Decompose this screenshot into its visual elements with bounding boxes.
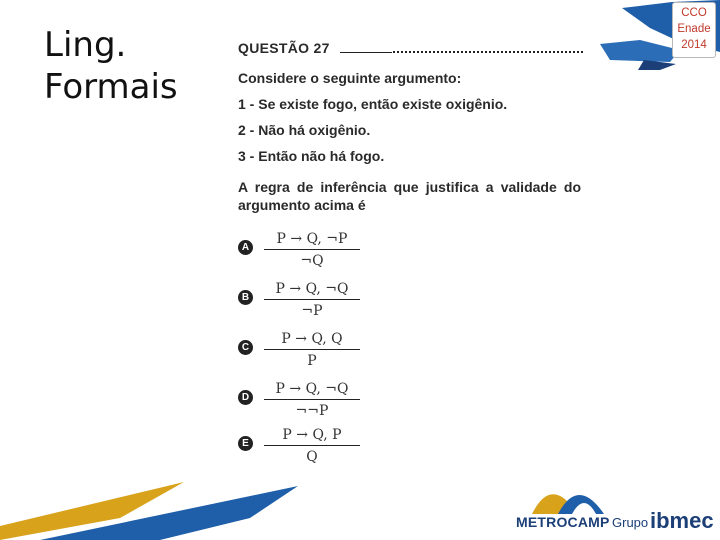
option-c[interactable] xyxy=(238,330,378,374)
group-prefix: Grupo xyxy=(612,515,649,530)
question-block xyxy=(238,40,583,220)
option-a-premises: P → Q, ¬P xyxy=(276,231,348,247)
inference-rule-c xyxy=(264,330,360,370)
option-letter-a: A xyxy=(238,240,253,255)
option-d[interactable] xyxy=(238,380,378,424)
inference-rule-e xyxy=(264,426,360,466)
question-header: QUESTÃO 27 xyxy=(238,40,330,56)
option-e[interactable] xyxy=(238,426,378,470)
option-d-conclusion: ¬¬P xyxy=(295,403,329,419)
option-a[interactable] xyxy=(238,230,378,274)
question-prompt: A regra de inferência que justifica a validade do argumento acima é xyxy=(238,179,581,213)
badge-line-2: Enade xyxy=(677,23,711,35)
slide-title xyxy=(44,24,178,108)
option-a-conclusion: ¬Q xyxy=(300,253,324,269)
fraction-bar xyxy=(264,299,360,300)
option-c-conclusion: P xyxy=(307,353,317,369)
year-badge xyxy=(672,2,716,58)
option-letter-c: C xyxy=(238,340,253,355)
bottom-left-decoration xyxy=(0,478,300,540)
premise-2: 2 - Não há oxigênio. xyxy=(238,122,371,138)
badge-line-3: 2014 xyxy=(681,39,707,51)
institution-logo xyxy=(512,478,712,534)
fraction-bar xyxy=(264,399,360,400)
option-c-premises: P → Q, Q xyxy=(281,331,343,347)
ibmec-wordmark: ibmec xyxy=(650,508,714,533)
metrocamp-emblem-icon xyxy=(528,480,608,514)
option-b[interactable] xyxy=(238,280,378,324)
fraction-bar xyxy=(264,249,360,250)
fraction-bar xyxy=(264,445,360,446)
conclusion: 3 - Então não há fogo. xyxy=(238,148,385,164)
question-intro: Considere o seguinte argumento: xyxy=(238,70,462,86)
option-b-conclusion: ¬P xyxy=(301,303,323,319)
option-letter-e: E xyxy=(238,436,253,451)
premise-1: 1 - Se existe fogo, então existe oxigênio. xyxy=(238,96,508,112)
badge-line-1: CCO xyxy=(681,7,707,19)
inference-rule-d xyxy=(264,380,360,420)
option-b-premises: P → Q, ¬Q xyxy=(275,281,349,297)
metrocamp-wordmark: METROCAMP xyxy=(516,514,610,530)
slide-title-line-2: Formais xyxy=(44,67,178,107)
inference-rule-a xyxy=(264,230,360,270)
option-e-conclusion: Q xyxy=(306,449,318,465)
option-letter-b: B xyxy=(238,290,253,305)
slide-title-line-1: Ling. xyxy=(44,25,127,65)
option-letter-d: D xyxy=(238,390,253,405)
option-d-premises: P → Q, ¬Q xyxy=(275,381,349,397)
header-rule xyxy=(340,52,392,53)
fraction-bar xyxy=(264,349,360,350)
header-dotted-rule xyxy=(393,51,583,53)
inference-rule-b xyxy=(264,280,360,320)
option-e-premises: P → Q, P xyxy=(282,427,342,443)
